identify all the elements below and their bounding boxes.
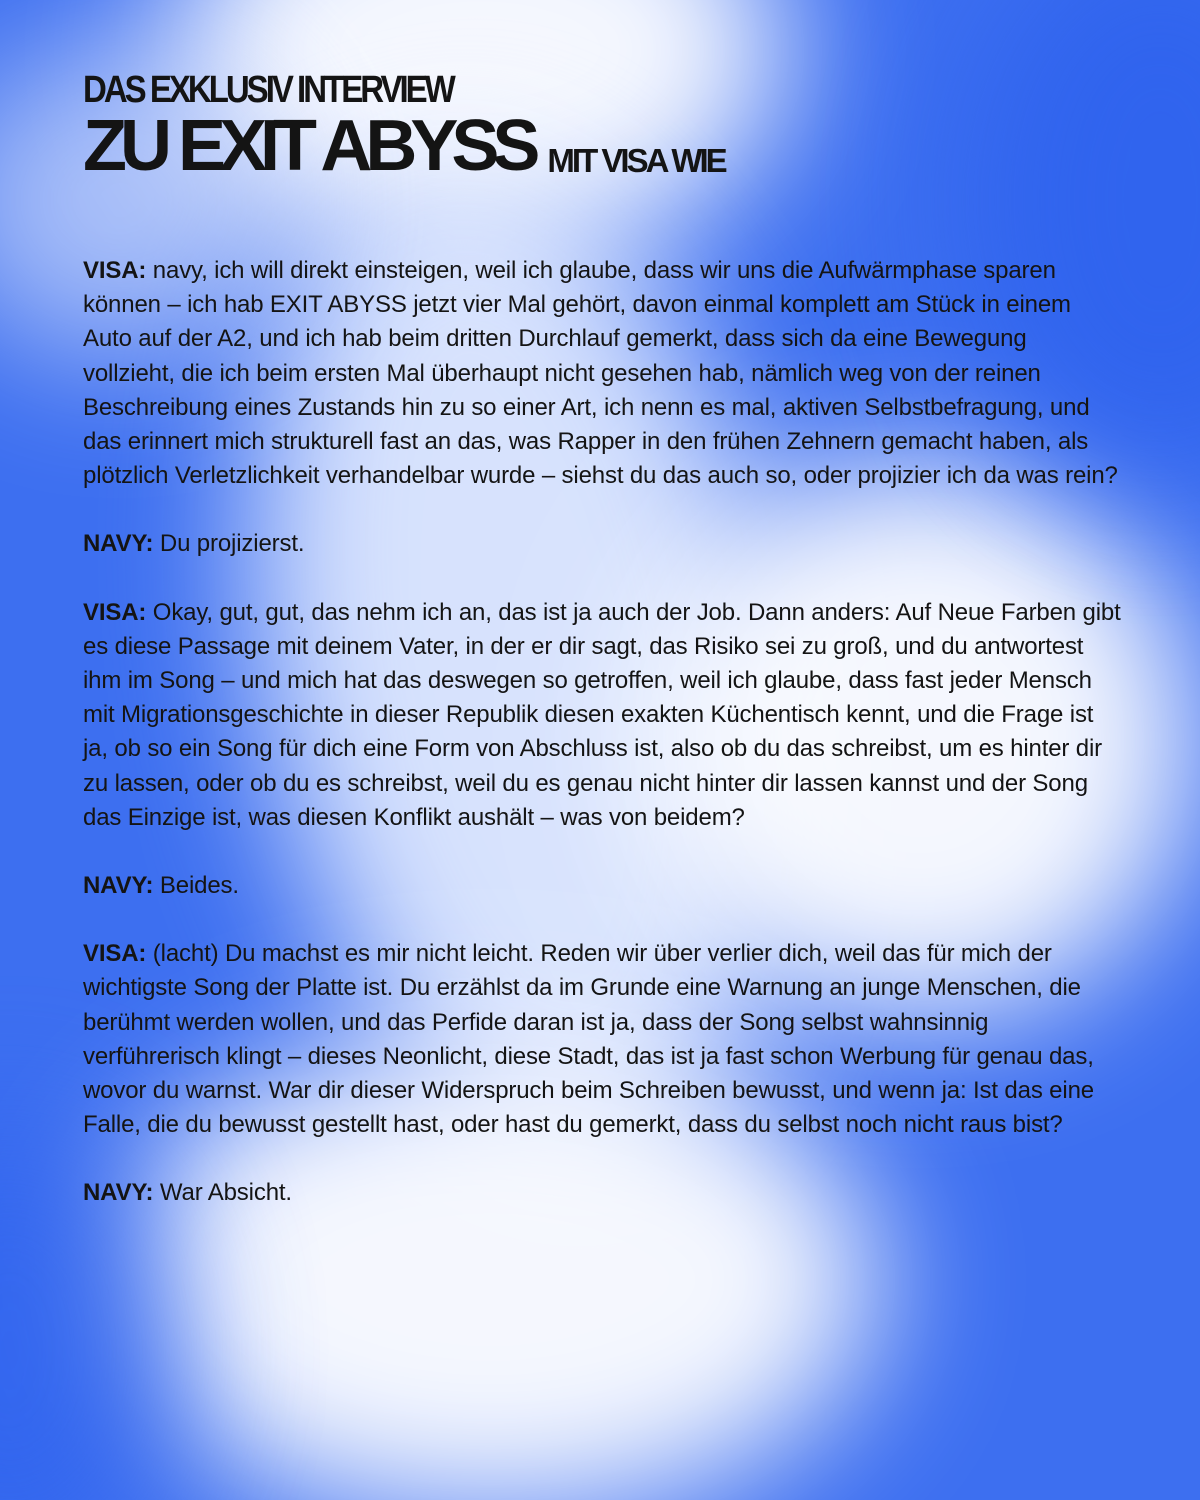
dialogue-entry [83, 1176, 1123, 1210]
dialogue-text: Okay, gut, gut, das nehm ich an, das ist ja auch der Job. Dann anders: Auf Neue Farben gibt es diese Passage mit deinem Vater, in der er dir sagt, das Risiko sei zu groß, und du antwortest ihm im Song – und mich hat das deswegen so getroffen, weil ich glaube, dass fast jeder Mensch mit Migrationsgeschichte in dieser Republik diesen exakten Küchentisch kennt, und die Frage ist ja, ob so ein Song für dich eine Form von Abschluss ist, also ob du das schreibst, um es hinter dir zu lassen, oder ob du es schreibst, weil du es genau nicht hinter dir lassen kannst und der Song das Einzige ist, was diesen Konflikt aushält – was von beidem? [83, 598, 1121, 831]
dialogue-text: Du projizierst. [159, 530, 305, 558]
header-overline: DAS EXKLUSIV INTERVIEW [83, 67, 453, 111]
dialogue-entry [83, 596, 1123, 835]
dialogue-text: (lacht) Du machst es mir nicht leicht. Reden wir über verlier dich, weil das für mich der wichtigste Song der Platte ist. Du erzählst da im Grunde eine Warnung an junge Menschen, die berühmt werden wollen, und das Perfide daran ist ja, dass der Song selbst wahnsinnig verführerisch klingt – dieses Neonlicht, diese Stadt, das ist ja fast schon Werbung für genau das, wovor du warnst. War dir dieser Widerspruch beim Schreiben bewusst, und wenn ja: Ist das eine Falle, die du bewusst gestellt hast, oder hast du gemerkt, dass du selbst noch nicht raus bist? [83, 940, 1094, 1139]
dialogue-text: War Absicht. [159, 1179, 292, 1207]
speaker-label: NAVY: [83, 1179, 154, 1207]
dialogue-entry [83, 254, 1123, 493]
title-row [83, 106, 1123, 186]
page-header [83, 67, 1123, 186]
speaker-label: VISA: [83, 940, 147, 968]
interview-body [83, 254, 1123, 1211]
dialogue-entry [83, 527, 1123, 561]
speaker-label: VISA: [83, 257, 147, 284]
dialogue-entry [83, 937, 1123, 1142]
speaker-label: NAVY: [83, 872, 154, 900]
speaker-label: VISA: [83, 598, 147, 626]
page-subtitle: MIT VISA WIE [547, 142, 725, 179]
page-title: ZU EXIT ABYSS [83, 106, 534, 186]
interview-page [83, 67, 1123, 1245]
dialogue-text: navy, ich will direkt einsteigen, weil ich glaube, dass wir uns die Aufwärmphase sparen können – ich hab EXIT ABYSS jetzt vier Mal gehört, davon einmal komplett am Stück in einem Auto auf der A2, und ich hab beim dritten Durchlauf gemerkt, dass sich da eine Bewegung vollzieht, die ich beim ersten Mal überhaupt nicht gesehen hab, nämlich weg von der reinen Beschreibung eines Zustands hin zu so einer Art, ich nenn es mal, aktiven Selbstbefragung, und das erinnert mich strukturell fast an das, was Rapper in den frühen Zehnern gemacht haben, als plötzlich Verletzlichkeit verhandelbar wurde – siehst du das auch so, oder projizier ich da was rein? [83, 257, 1118, 490]
dialogue-entry [83, 869, 1123, 903]
dialogue-text: Beides. [159, 872, 239, 900]
speaker-label: NAVY: [83, 530, 154, 558]
